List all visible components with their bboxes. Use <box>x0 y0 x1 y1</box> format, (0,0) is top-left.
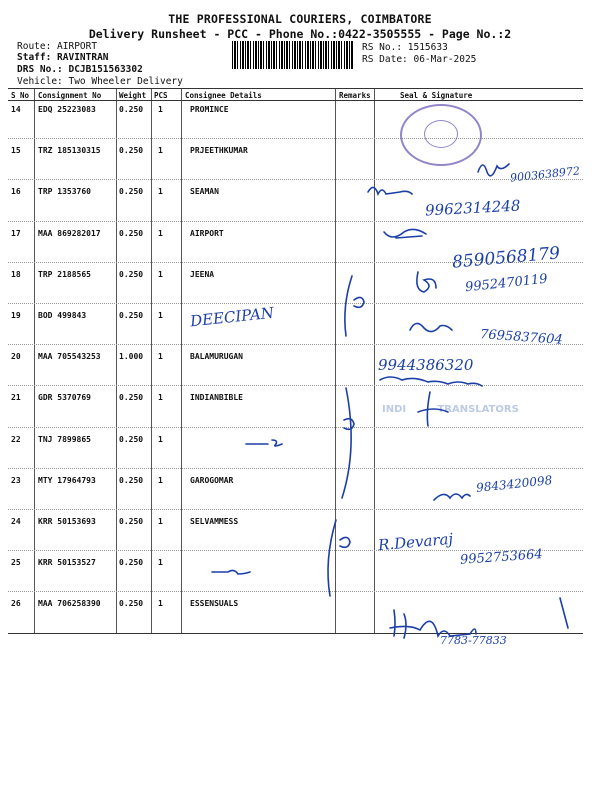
cell-pcs: 1 <box>158 475 163 485</box>
cell-weight: 0.250 <box>119 393 144 403</box>
table-row <box>8 221 583 222</box>
cell-weight: 0.250 <box>119 146 144 156</box>
cell-sno: 24 <box>11 517 21 526</box>
cell-pcs: 1 <box>158 434 163 444</box>
cell-consignment: EDQ 25223083 <box>38 105 96 114</box>
cell-consignment: MTY 17964793 <box>38 475 96 485</box>
table-row <box>8 138 583 139</box>
col-header-consignee: Consignee Details <box>185 91 262 100</box>
cell-consignee: PRJEETHKUMAR <box>190 146 248 156</box>
cell-pcs: 1 <box>158 517 163 526</box>
rs-number: RS No.: 1515633 <box>362 42 448 53</box>
table-row <box>8 468 583 469</box>
column-divider <box>151 89 152 633</box>
handwritten-signature-16: 9962314248 <box>424 196 521 220</box>
table-row <box>8 591 583 592</box>
cell-consignment: KRR 50153527 <box>38 558 96 568</box>
cell-consignment: MAA 705543253 <box>38 352 101 362</box>
cell-sno: 18 <box>11 269 21 279</box>
handwritten-name-24: R.Devaraj <box>377 529 454 555</box>
cell-weight: 0.250 <box>119 187 144 197</box>
cell-consignment: TRP 1353760 <box>38 187 91 197</box>
cell-pcs: 1 <box>158 352 163 362</box>
cell-consignment: GDR 5370769 <box>38 393 91 403</box>
drs-number: DRS No.: DCJB151563302 <box>17 64 143 75</box>
cell-consignment: TNJ 7899865 <box>38 434 91 444</box>
cell-sno: 25 <box>11 558 21 568</box>
cell-consignment: MAA 869282017 <box>38 228 101 238</box>
col-header-pcs: PCS <box>154 91 168 100</box>
table-row <box>8 344 583 345</box>
runsheet-title: THE PROFESSIONAL COURIERS, COIMBATORE <box>168 12 432 26</box>
header-rule <box>8 100 583 101</box>
cell-consignment: TRZ 185130315 <box>38 146 101 156</box>
cell-consignment: BOD 499843 <box>38 311 87 320</box>
cell-pcs: 1 <box>158 393 163 403</box>
column-divider <box>181 89 182 633</box>
cell-consignee: SEAMAN <box>190 187 219 197</box>
staff-label: Staff: RAVINTRAN <box>17 52 109 63</box>
table-row <box>8 427 583 428</box>
route-label: Route: AIRPORT <box>17 41 98 52</box>
cell-pcs: 1 <box>158 228 163 238</box>
handwritten-signature-25: 9952753664 <box>459 547 544 568</box>
cell-weight: 0.250 <box>119 558 144 568</box>
cell-pcs: 1 <box>158 187 163 197</box>
cell-sno: 26 <box>11 599 21 609</box>
handwritten-signature-20: 9944386320 <box>378 356 474 374</box>
vehicle-label: Vehicle: Two Wheeler Delivery <box>17 76 183 87</box>
table-row <box>8 509 583 510</box>
cell-consignee: PROMINCE <box>190 105 229 114</box>
cell-consignee: JEENA <box>190 269 215 279</box>
table-row <box>8 303 583 304</box>
col-header-sno: S No <box>11 91 30 100</box>
cell-consignee: SELVAMMESS <box>190 517 239 526</box>
cell-consignment: TRP 2188565 <box>38 269 91 279</box>
cell-sno: 16 <box>11 187 21 197</box>
col-header-remarks: Remarks <box>339 91 371 100</box>
cell-sno: 22 <box>11 434 21 444</box>
column-divider <box>116 89 117 633</box>
cell-pcs: 1 <box>158 558 163 568</box>
cell-pcs: 1 <box>158 146 163 156</box>
cell-sno: 17 <box>11 228 21 238</box>
cell-weight: 0.250 <box>119 599 144 609</box>
cell-weight: 0.250 <box>119 228 144 238</box>
cell-weight: 0.250 <box>119 105 144 114</box>
cell-consignee: BALAMURUGAN <box>190 352 243 362</box>
cell-sno: 15 <box>11 146 21 156</box>
col-header-consignment: Consignment No <box>38 91 102 100</box>
table-row <box>8 179 583 180</box>
rs-date: RS Date: 06-Mar-2025 <box>362 54 477 65</box>
cell-sno: 14 <box>11 105 21 114</box>
handwritten-signature-18: 9952470119 <box>464 271 549 296</box>
cell-sno: 23 <box>11 475 21 485</box>
cell-weight: 0.250 <box>119 311 144 320</box>
cell-pcs: 1 <box>158 311 163 320</box>
table-row <box>8 385 583 386</box>
cell-pcs: 1 <box>158 599 163 609</box>
cell-weight: 0.250 <box>119 517 144 526</box>
cell-sno: 20 <box>11 352 21 362</box>
handwritten-signature-15: 9003638972 <box>509 164 581 185</box>
cell-consignee: INDIANBIBLE <box>190 393 243 403</box>
cell-consignee: ESSENSUALS <box>190 599 239 609</box>
cell-consignee: GAROGOMAR <box>190 475 234 485</box>
cell-consignment: MAA 706258390 <box>38 599 101 609</box>
cell-weight: 0.250 <box>119 434 144 444</box>
column-divider <box>335 89 336 633</box>
watermark-stamp: INDI TRANSLATORS <box>382 404 519 415</box>
cell-consignment: KRR 50153693 <box>38 517 96 526</box>
barcode <box>232 41 354 69</box>
cell-sno: 21 <box>11 393 21 403</box>
cell-sno: 19 <box>11 311 21 320</box>
handwritten-signature-23: 9843420098 <box>475 473 553 495</box>
handwritten-signature-17: 8590568179 <box>451 243 561 273</box>
seal-stamp <box>400 104 482 166</box>
cell-pcs: 1 <box>158 105 163 114</box>
handwritten-name-19: DEECIPAN <box>189 303 275 331</box>
runsheet-subtitle: Delivery Runsheet - PCC - Phone No.:0422-3505555 - Page No.:2 <box>88 27 512 41</box>
cell-consignee: AIRPORT <box>190 228 224 238</box>
column-divider <box>34 89 35 633</box>
col-header-weight: Weight <box>119 91 147 100</box>
cell-pcs: 1 <box>158 269 163 279</box>
handwritten-signature-19: 7695837604 <box>479 327 564 348</box>
cell-weight: 0.250 <box>119 475 144 485</box>
handwritten-signature-26: 7783-77833 <box>440 634 507 647</box>
col-header-seal: Seal & Signature <box>400 91 473 100</box>
column-divider <box>374 89 375 633</box>
cell-weight: 0.250 <box>119 269 144 279</box>
cell-weight: 1.000 <box>119 352 144 362</box>
